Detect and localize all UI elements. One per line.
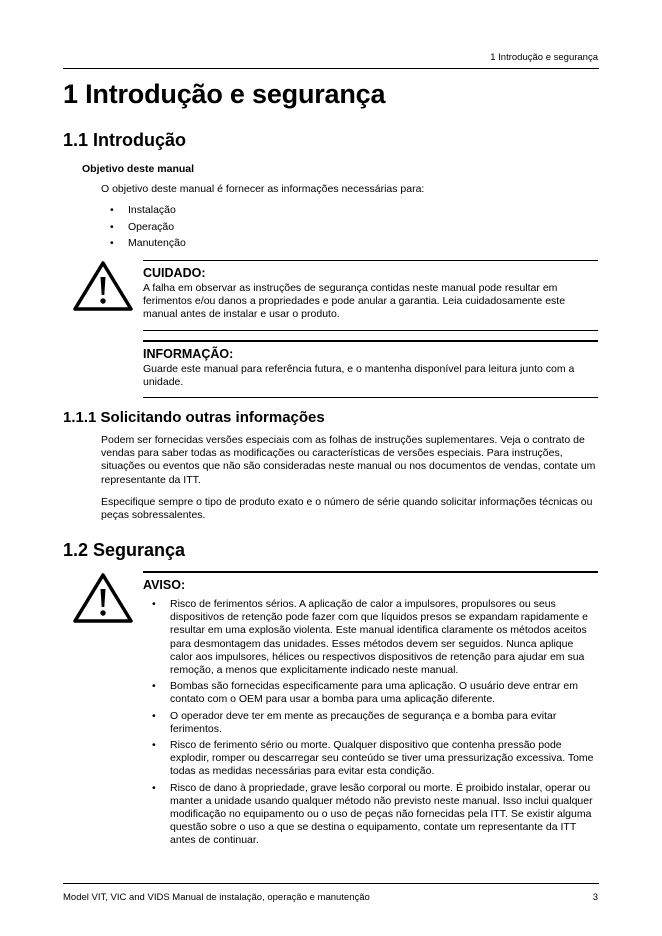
page-number: 3 xyxy=(592,892,598,903)
caution-title: CUIDADO: xyxy=(143,266,206,280)
warning-list xyxy=(143,598,598,848)
notice-top-rule xyxy=(143,340,598,342)
section-heading-seguranca: 1.2 Segurança xyxy=(63,540,186,560)
list-item: • O operador deve ter em mente as precauções de segurança e a bomba para evitar ferimentos. xyxy=(143,710,598,736)
subsection-heading-solicitando: 1.1.1 Solicitando outras informações xyxy=(63,409,325,426)
notice-top-rule xyxy=(143,571,598,573)
info-text: Guarde este manual para referência futura, e o mantenha disponível para leitura junto com a unidade. xyxy=(143,363,575,389)
more-info-paragraph-2: Especifique sempre o tipo de produto exato e o número de série quando solicitar informações técnicas ou peças sobressalentes. xyxy=(101,496,593,522)
notice-bottom-rule xyxy=(143,330,598,331)
caution-notice xyxy=(143,260,598,331)
list-item: • Instalação xyxy=(110,202,186,219)
running-header: 1 Introdução e segurança xyxy=(490,52,598,63)
list-item: • Risco de ferimentos sérios. A aplicação de calor a impulsores, propulsores ou seus dispositivos de retenção pode fazer com que líquidos presos se expandam rapidamente e resultar em uma explosão violenta. Este manual identifica claramente os métodos aceitos para desmontagem das unidades. Esses métodos devem ser seguidos. Nunca aplique calor aos impulsores, hélices ou respectivos dispositivos de retenção para ajudar em sua remoção, a menos que explicitamente indicado neste manual. xyxy=(143,598,598,677)
warning-title: AVISO: xyxy=(143,578,186,592)
header-rule xyxy=(63,68,599,69)
purpose-list xyxy=(110,202,186,252)
notice-top-rule xyxy=(143,260,598,261)
warning-notice xyxy=(143,571,598,851)
notice-bottom-rule xyxy=(143,397,598,398)
warning-triangle-icon xyxy=(72,572,134,624)
list-item: • Risco de dano à propriedade, grave lesão corporal ou morte. É proibido instalar, operar ou manter a unidade usando qualquer método não previsto neste manual. Isso inclui qualquer modificação no equipamento ou o uso de peças não fornecidas pela ITT. Se existir alguma questão sobre o uso a que se destina o equipamento, contate um representante da ITT antes de continuar. xyxy=(143,782,598,848)
info-notice xyxy=(143,340,598,398)
list-item: • Risco de ferimento sério ou morte. Qualquer dispositivo que contenha pressão pode explodir, romper ou descarregar seu conteúdo se tiver uma pressurização excessiva. Tome todas as medidas necessárias para evitar esta condição. xyxy=(143,739,598,779)
list-item: • Operação xyxy=(110,219,186,236)
warning-triangle-icon xyxy=(72,260,134,312)
list-item: • Bombas são fornecidas especificamente para uma aplicação. O usuário deve entrar em contato com o OEM para usar a bomba para uma aplicação diferente. xyxy=(143,680,598,706)
caution-text: A falha em observar as instruções de segurança contidas neste manual pode resultar em ferimentos e/ou danos a propriedades e pode anular a garantia. Leia cuidadosamente este manual antes de instalar e usar o produto. xyxy=(143,282,566,321)
subheading-objetivo: Objetivo deste manual xyxy=(82,163,195,175)
footer-rule xyxy=(63,883,599,884)
chapter-title: 1 Introdução e segurança xyxy=(63,79,386,109)
intro-lead-paragraph: O objetivo deste manual é fornecer as informações necessárias para: xyxy=(101,183,425,195)
info-title: INFORMAÇÃO: xyxy=(143,347,234,361)
more-info-paragraph-1: Podem ser fornecidas versões especiais com as folhas de instruções suplementares. Veja o contrato de vendas para saber todas as modificações ou características de versões especiais. Para instruções, situações ou eventos que não são consideradas neste manual ou nos documentos de vendas, contate um representante da ITT. xyxy=(101,434,596,486)
footer-document-title: Model VIT, VIC and VIDS Manual de instalação, operação e manutenção xyxy=(63,892,370,903)
section-heading-introducao: 1.1 Introdução xyxy=(63,130,187,150)
list-item: • Manutenção xyxy=(110,235,186,252)
